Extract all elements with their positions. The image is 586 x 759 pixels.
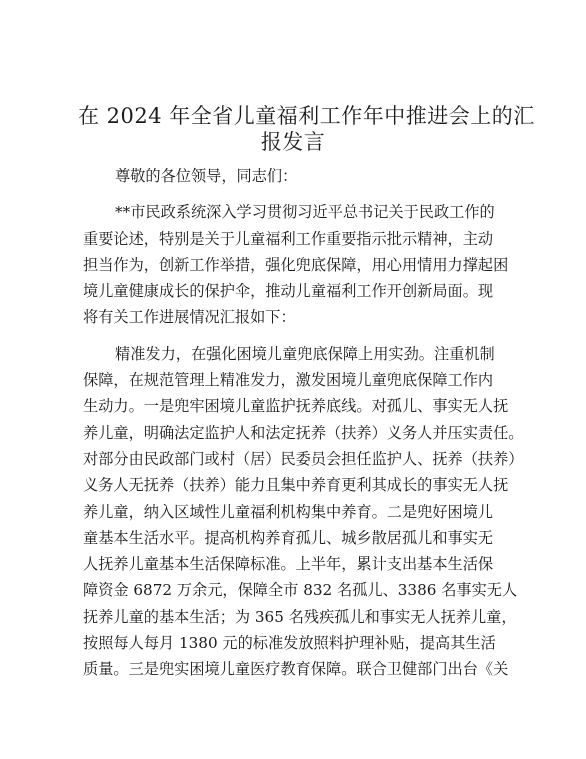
title-line: 报发言 [260,130,326,155]
paragraph-line: 障资金 6872 万余元，保障全市 832 名孤儿、3386 名事实无人 [83,581,518,600]
paragraph-main [83,341,524,683]
paragraph-line: 人抚养儿童基本生活保障标准。上半年，累计支出基本生活保 [83,555,494,574]
paragraph-line: **市民政系统深入学习贯彻习近平总书记关于民政工作的 [115,203,495,222]
paragraph-intro [83,199,509,330]
paragraph-line: 童基本生活水平。提高机构养育孤儿、城乡散居孤儿和事实无 [83,528,494,547]
paragraph-line: 境儿童健康成长的保护伞，推动儿童福利工作开创新局面。现 [83,282,494,301]
document-body [83,163,524,683]
paragraph-line: 担当作为，创新工作举措，强化兜底保障，用心用情用力撑起困 [83,255,509,274]
greeting: 尊敬的各位领导，同志们： [115,167,298,185]
paragraph-line: 保障，在规范管理上精准发力，激发困境儿童兜底保障工作内 [83,371,494,390]
paragraph-line: 重要论述，特别是关于儿童福利工作重要指示批示精神，主动 [83,229,494,248]
document-title [78,100,535,155]
paragraph-line: 养儿童，明确法定监护人和法定抚养（扶养）义务人并压实责任。 [83,423,524,442]
paragraph-line: 养儿童，纳入区域性儿童福利机构集中养育。二是兜好困境儿 [83,502,494,521]
paragraph-line: 生动力。一是兜牢困境儿童监护抚养底线。对孤儿、事实无人抚 [83,397,509,416]
paragraph-line: 抚养儿童的基本生活；为 365 名残疾孤儿和事实无人抚养儿童， [83,607,517,626]
paragraph-line: 精准发力，在强化困境儿童兜底保障上用实劲。注重机制 [115,344,495,363]
title-line: 在 2024 年全省儿童福利工作年中推进会上的汇 [78,104,535,128]
paragraph-line: 将有关工作进展情况汇报如下： [83,308,296,327]
paragraph-line: 按照每人每月 1380 元的标准发放照料护理补贴，提高其生活 [83,634,496,653]
paragraph-line: 质量。三是兜实困境儿童医疗教育保障。联合卫健部门出台《关 [83,660,509,679]
paragraph-line: 义务人无抚养（扶养）能力且集中养育更利其成长的事实无人抚 [83,476,509,495]
paragraph-line: 对部分由民政部门或村（居）民委员会担任监护人、抚养（扶养） [83,449,524,468]
